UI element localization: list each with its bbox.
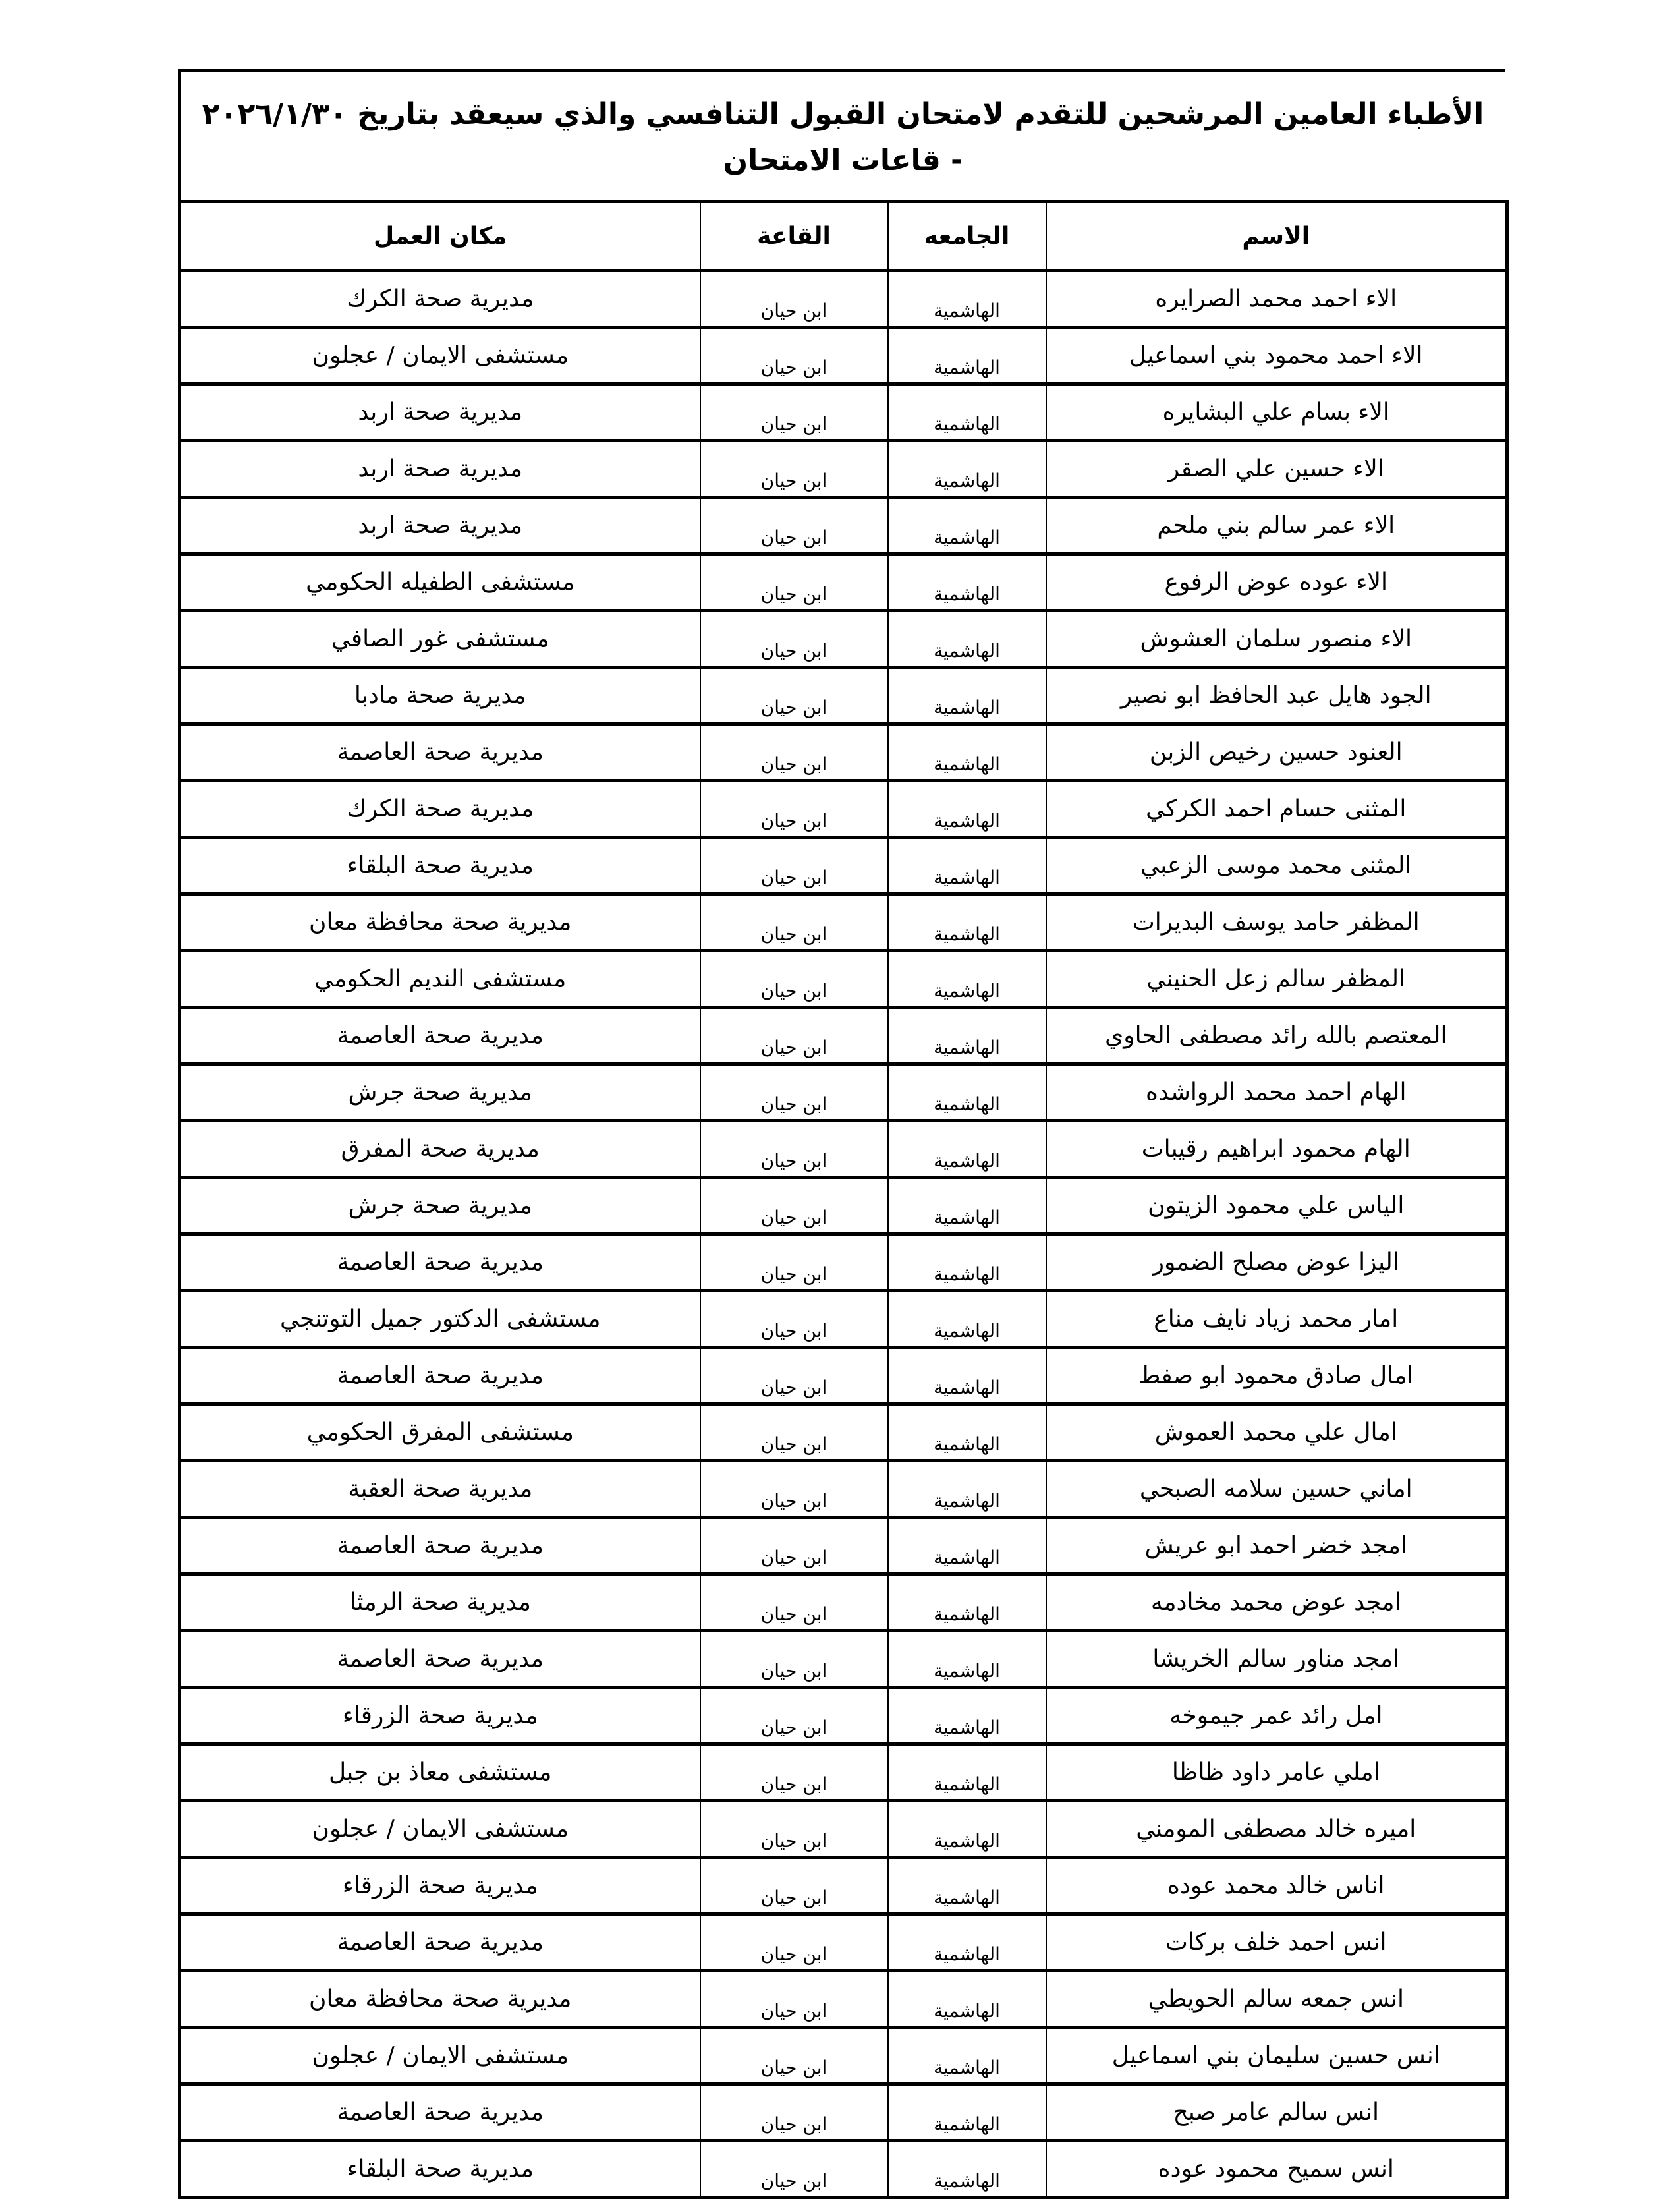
workplace-cell: مديرية صحة العاصمة (180, 1631, 700, 1688)
name-cell: انس حسين سليمان بني اسماعيل (1046, 2028, 1507, 2084)
university-cell: الهاشمية (888, 838, 1046, 894)
workplace-cell: مديرية صحة جرش (180, 1064, 700, 1121)
table-row (180, 384, 1507, 441)
university-cell: الهاشمية (888, 1234, 1046, 1291)
name-cell: الاء بسام علي البشايره (1046, 384, 1507, 441)
name-cell: انس سالم عامر صبح (1046, 2084, 1507, 2141)
workplace-cell: مديرية صحة الكرك (180, 781, 700, 838)
workplace-cell: مستشفى المفرق الحكومي (180, 1404, 700, 1461)
university-cell: الهاشمية (888, 1914, 1046, 1971)
table-row (180, 894, 1507, 951)
workplace-cell: مستشفى الدكتور جميل التوتنجي (180, 1291, 700, 1348)
hall-cell: ابن حيان (700, 1291, 888, 1348)
workplace-cell: مستشفى الايمان / عجلون (180, 328, 700, 384)
workplace-cell: مديرية صحة الكرك (180, 271, 700, 328)
university-cell: الهاشمية (888, 1801, 1046, 1858)
university-cell: الهاشمية (888, 1518, 1046, 1574)
hall-cell: ابن حيان (700, 498, 888, 554)
workplace-cell: مستشفى الايمان / عجلون (180, 2028, 700, 2084)
hall-cell: ابن حيان (700, 1461, 888, 1518)
university-cell: الهاشمية (888, 1971, 1046, 2028)
name-cell: اليزا عوض مصلح الضمور (1046, 1234, 1507, 1291)
table-row (180, 1121, 1507, 1178)
name-cell: الاء عمر سالم بني ملحم (1046, 498, 1507, 554)
name-cell: المظفر سالم زعل الحنيني (1046, 951, 1507, 1008)
table-row (180, 1064, 1507, 1121)
university-cell: الهاشمية (888, 894, 1046, 951)
name-cell: الهام محمود ابراهيم رقيبات (1046, 1121, 1507, 1178)
hall-cell: ابن حيان (700, 384, 888, 441)
table-row (180, 1744, 1507, 1801)
header-university: الجامعه (888, 202, 1046, 271)
hall-cell: ابن حيان (700, 1008, 888, 1064)
hall-cell: ابن حيان (700, 1348, 888, 1404)
workplace-cell: مديرية صحة العاصمة (180, 1518, 700, 1574)
name-cell: الاء عوده عوض الرفوع (1046, 554, 1507, 611)
hall-cell: ابن حيان (700, 951, 888, 1008)
workplace-cell: مديرية صحة جرش (180, 1178, 700, 1234)
workplace-cell: مديرية صحة اربد (180, 441, 700, 498)
table-row (180, 271, 1507, 328)
name-cell: اميره خالد مصطفى المومني (1046, 1801, 1507, 1858)
workplace-cell: مديرية صحة محافظة معان (180, 894, 700, 951)
university-cell: الهاشمية (888, 1461, 1046, 1518)
university-cell: الهاشمية (888, 951, 1046, 1008)
table-row (180, 1801, 1507, 1858)
name-cell: انس سميح محمود عوده (1046, 2141, 1507, 2198)
name-cell: املي عامر داود ظاظا (1046, 1744, 1507, 1801)
name-cell: الهام احمد محمد الرواشده (1046, 1064, 1507, 1121)
hall-cell: ابن حيان (700, 1064, 888, 1121)
hall-cell: ابن حيان (700, 1234, 888, 1291)
workplace-cell: مديرية صحة اربد (180, 384, 700, 441)
university-cell: الهاشمية (888, 271, 1046, 328)
table-row (180, 2028, 1507, 2084)
name-cell: الاء حسين علي الصقر (1046, 441, 1507, 498)
university-cell: الهاشمية (888, 1291, 1046, 1348)
workplace-cell: مديرية صحة اربد (180, 498, 700, 554)
table-row (180, 1914, 1507, 1971)
hall-cell: ابن حيان (700, 2084, 888, 2141)
hall-cell: ابن حيان (700, 1631, 888, 1688)
hall-cell: ابن حيان (700, 1914, 888, 1971)
name-cell: انس احمد خلف بركات (1046, 1914, 1507, 1971)
university-cell: الهاشمية (888, 441, 1046, 498)
name-cell: المثنى محمد موسى الزعبي (1046, 838, 1507, 894)
workplace-cell: مديرية صحة مادبا (180, 668, 700, 724)
workplace-cell: مستشفى الايمان / عجلون (180, 1801, 700, 1858)
name-cell: امار محمد زياد نايف مناع (1046, 1291, 1507, 1348)
workplace-cell: مديرية صحة العاصمة (180, 1914, 700, 1971)
hall-cell: ابن حيان (700, 1121, 888, 1178)
university-cell: الهاشمية (888, 2028, 1046, 2084)
table-row (180, 2141, 1507, 2198)
table-row (180, 554, 1507, 611)
university-cell: الهاشمية (888, 1744, 1046, 1801)
name-cell: المثنى حسام احمد الكركي (1046, 781, 1507, 838)
name-cell: الجود هايل عبد الحافظ ابو نصير (1046, 668, 1507, 724)
table-row (180, 1971, 1507, 2028)
hall-cell: ابن حيان (700, 1801, 888, 1858)
table-row (180, 838, 1507, 894)
table-row (180, 2084, 1507, 2141)
name-cell: امجد خضر احمد ابو عريش (1046, 1518, 1507, 1574)
name-cell: امجد مناور سالم الخريشا (1046, 1631, 1507, 1688)
hall-cell: ابن حيان (700, 1688, 888, 1744)
hall-cell: ابن حيان (700, 894, 888, 951)
university-cell: الهاشمية (888, 1404, 1046, 1461)
hall-cell: ابن حيان (700, 838, 888, 894)
university-cell: الهاشمية (888, 724, 1046, 781)
university-cell: الهاشمية (888, 668, 1046, 724)
university-cell: الهاشمية (888, 2141, 1046, 2198)
hall-cell: ابن حيان (700, 271, 888, 328)
hall-cell: ابن حيان (700, 724, 888, 781)
workplace-cell: مديرية صحة الرمثا (180, 1574, 700, 1631)
name-cell: اناس خالد محمد عوده (1046, 1858, 1507, 1914)
workplace-cell: مديرية صحة الزرقاء (180, 1858, 700, 1914)
hall-cell: ابن حيان (700, 2028, 888, 2084)
workplace-cell: مستشفى النديم الحكومي (180, 951, 700, 1008)
table-row (180, 441, 1507, 498)
table-row (180, 1574, 1507, 1631)
workplace-cell: مديرية صحة محافظة معان (180, 1971, 700, 2028)
title-box (178, 69, 1505, 201)
table-row (180, 1688, 1507, 1744)
name-cell: الاء احمد محمود بني اسماعيل (1046, 328, 1507, 384)
table-row (180, 1291, 1507, 1348)
hall-cell: ابن حيان (700, 1574, 888, 1631)
hall-cell: ابن حيان (700, 668, 888, 724)
header-workplace: مكان العمل (180, 202, 700, 271)
table-row (180, 1178, 1507, 1234)
hall-cell: ابن حيان (700, 611, 888, 668)
table-row (180, 1518, 1507, 1574)
hall-cell: ابن حيان (700, 1178, 888, 1234)
workplace-cell: مستشفى غور الصافي (180, 611, 700, 668)
workplace-cell: مديرية صحة العاصمة (180, 2084, 700, 2141)
candidates-table (178, 200, 1509, 2199)
workplace-cell: مديرية صحة المفرق (180, 1121, 700, 1178)
university-cell: الهاشمية (888, 498, 1046, 554)
university-cell: الهاشمية (888, 1348, 1046, 1404)
name-cell: المظفر حامد يوسف البديرات (1046, 894, 1507, 951)
table-row (180, 1461, 1507, 1518)
name-cell: انس جمعه سالم الحويطي (1046, 1971, 1507, 2028)
university-cell: الهاشمية (888, 1008, 1046, 1064)
university-cell: الهاشمية (888, 1121, 1046, 1178)
university-cell: الهاشمية (888, 2084, 1046, 2141)
table-row (180, 1234, 1507, 1291)
table-row (180, 328, 1507, 384)
hall-cell: ابن حيان (700, 781, 888, 838)
university-cell: الهاشمية (888, 384, 1046, 441)
name-cell: امال صادق محمود ابو صفط (1046, 1348, 1507, 1404)
hall-cell: ابن حيان (700, 1744, 888, 1801)
table-row (180, 1631, 1507, 1688)
university-cell: الهاشمية (888, 611, 1046, 668)
table-row (180, 781, 1507, 838)
name-cell: المعتصم بالله رائد مصطفى الحاوي (1046, 1008, 1507, 1064)
workplace-cell: مديرية صحة الزرقاء (180, 1688, 700, 1744)
hall-cell: ابن حيان (700, 441, 888, 498)
university-cell: الهاشمية (888, 1631, 1046, 1688)
document-title: الأطباء العامين المرشحين للتقدم لامتحان القبول التنافسي والذي سيعقد بتاريخ ٢٠٢٦/١/٣٠ - قاعات الامتحان (202, 98, 1484, 177)
workplace-cell: مديرية صحة العاصمة (180, 724, 700, 781)
workplace-cell: مديرية صحة العاصمة (180, 1008, 700, 1064)
table-body (180, 271, 1507, 2198)
university-cell: الهاشمية (888, 1574, 1046, 1631)
table-row (180, 1348, 1507, 1404)
name-cell: امل رائد عمر جيموخه (1046, 1688, 1507, 1744)
header-hall: القاعة (700, 202, 888, 271)
table-row (180, 498, 1507, 554)
university-cell: الهاشمية (888, 1178, 1046, 1234)
name-cell: العنود حسين رخيص الزبن (1046, 724, 1507, 781)
name-cell: امجد عوض محمد مخادمه (1046, 1574, 1507, 1631)
table-row (180, 611, 1507, 668)
table-header-row (180, 202, 1507, 271)
workplace-cell: مديرية صحة البلقاء (180, 2141, 700, 2198)
name-cell: اماني حسين سلامه الصبحي (1046, 1461, 1507, 1518)
header-name: الاسم (1046, 202, 1507, 271)
table-row (180, 951, 1507, 1008)
workplace-cell: مديرية صحة العاصمة (180, 1348, 700, 1404)
hall-cell: ابن حيان (700, 1404, 888, 1461)
hall-cell: ابن حيان (700, 328, 888, 384)
name-cell: الياس علي محمود الزيتون (1046, 1178, 1507, 1234)
table-row (180, 1858, 1507, 1914)
table-row (180, 1404, 1507, 1461)
table-row (180, 1008, 1507, 1064)
university-cell: الهاشمية (888, 328, 1046, 384)
hall-cell: ابن حيان (700, 2141, 888, 2198)
hall-cell: ابن حيان (700, 1518, 888, 1574)
university-cell: الهاشمية (888, 1064, 1046, 1121)
workplace-cell: مستشفى معاذ بن جبل (180, 1744, 700, 1801)
name-cell: امال علي محمد العموش (1046, 1404, 1507, 1461)
university-cell: الهاشمية (888, 1858, 1046, 1914)
workplace-cell: مستشفى الطفيله الحكومي (180, 554, 700, 611)
university-cell: الهاشمية (888, 554, 1046, 611)
name-cell: الاء احمد محمد الصرايره (1046, 271, 1507, 328)
hall-cell: ابن حيان (700, 554, 888, 611)
name-cell: الاء منصور سلمان العشوش (1046, 611, 1507, 668)
workplace-cell: مديرية صحة العاصمة (180, 1234, 700, 1291)
university-cell: الهاشمية (888, 781, 1046, 838)
workplace-cell: مديرية صحة البلقاء (180, 838, 700, 894)
table-row (180, 724, 1507, 781)
workplace-cell: مديرية صحة العقبة (180, 1461, 700, 1518)
table-row (180, 668, 1507, 724)
hall-cell: ابن حيان (700, 1971, 888, 2028)
university-cell: الهاشمية (888, 1688, 1046, 1744)
hall-cell: ابن حيان (700, 1858, 888, 1914)
